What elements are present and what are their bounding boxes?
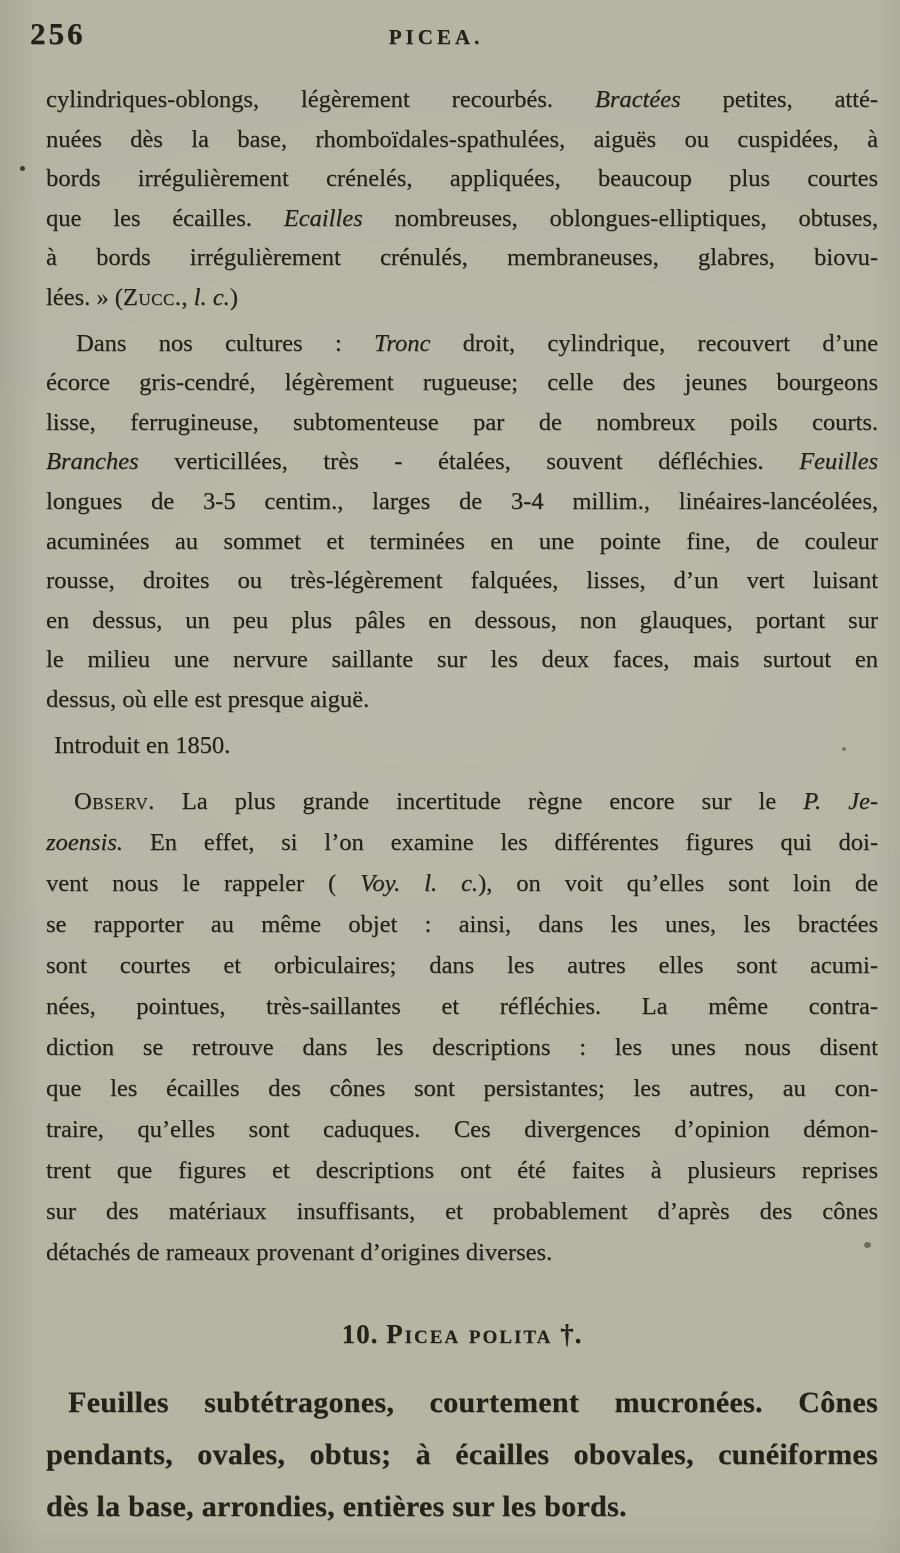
text-run: ), on voit qu’elles sont loin de	[478, 870, 878, 898]
text-line	[46, 561, 878, 601]
page-number: 256	[30, 16, 86, 51]
text-run: cylindriques-oblongs, légèrement recourbés.	[46, 86, 595, 113]
text-line	[46, 442, 878, 482]
text-run: lées. » (	[46, 283, 123, 311]
text-line	[46, 822, 878, 863]
text-line	[46, 1429, 878, 1481]
text-run: La plus grande incertitude règne encore sur le	[154, 788, 804, 816]
text-run: sur des matériaux insuffisants, et probablement d’après des cônes	[46, 1198, 878, 1226]
text-run: †.	[552, 1319, 583, 1350]
text-line	[46, 945, 878, 986]
text-run: en dessus, un peu plus pâles en dessous, non glauques, portant sur	[46, 606, 878, 634]
text-line	[46, 1377, 878, 1429]
text-line	[46, 482, 878, 522]
text-run: 10.	[341, 1319, 387, 1350]
text-line	[46, 1027, 878, 1068]
text-run: que les écailles des cônes sont persistantes; les autres, au con-	[46, 1075, 878, 1103]
italic-text: Feuilles	[799, 448, 878, 476]
text-line	[46, 1232, 878, 1273]
text-run: Dans nos cultures :	[76, 329, 375, 357]
text-line	[46, 278, 878, 318]
italic-text: Bractées	[594, 86, 681, 113]
text-run: dès la base, arrondies, entières sur les bords.	[46, 1489, 627, 1523]
text-line	[46, 904, 878, 945]
text-run: à bords irrégulièrement crénulés, membraneuses, glabres, biovu-	[46, 244, 878, 272]
italic-text: l. c.	[193, 283, 230, 311]
text-run: trent que figures et descriptions ont été faites à plusieurs reprises	[46, 1157, 878, 1185]
text-run: )	[229, 283, 238, 311]
text-block	[46, 80, 878, 1533]
text-run: diction se retrouve dans les descriptions : les unes nous disent	[46, 1034, 878, 1062]
text-run: le milieu une nervure saillante sur les deux faces, mais surtout en	[46, 646, 878, 674]
paragraph-diagnosis	[46, 1377, 878, 1533]
text-line	[46, 522, 878, 562]
page-header	[30, 16, 878, 58]
text-run: détachés de rameaux provenant d’origines diverses.	[46, 1239, 553, 1267]
paragraph-introduit	[46, 726, 878, 766]
paragraph-cultures	[46, 324, 878, 720]
italic-text: zoensis.	[46, 829, 123, 857]
text-line	[46, 781, 878, 822]
text-line	[46, 1481, 878, 1533]
italic-text: Branches	[46, 448, 139, 476]
text-run: nées, pointues, très-saillantes et réfléchies. La même contra-	[46, 993, 878, 1021]
text-run: verticillées, très - étalées, souvent défléchies.	[138, 448, 800, 476]
smallcaps-text: Zucc.	[122, 283, 182, 311]
text-line	[46, 324, 878, 364]
text-line	[46, 363, 878, 403]
text-run: En effet, si l’on examine les différentes figures qui doi-	[122, 829, 878, 857]
text-run: nuées dès la base, rhomboïdales-spathulées, aiguës ou cuspidées, à	[46, 125, 878, 153]
text-line	[46, 120, 878, 160]
text-line	[46, 863, 878, 904]
text-run: que les écailles.	[46, 204, 284, 232]
text-run: pendants, ovales, obtus; à écailles obovales, cunéiformes	[46, 1437, 878, 1471]
text-run: vent nous le rappeler (	[46, 870, 361, 898]
text-line	[46, 680, 878, 720]
text-line	[46, 1315, 878, 1355]
species-heading	[46, 1315, 878, 1355]
running-header: PICEA.	[388, 25, 484, 49]
text-run: acuminées au sommet et terminées en une pointe fine, de couleur	[46, 527, 878, 555]
text-line	[46, 159, 878, 199]
paragraph-description-continuation	[46, 80, 878, 318]
paragraph-observation	[46, 781, 878, 1273]
italic-text: Ecailles	[283, 204, 363, 232]
text-line	[46, 1150, 878, 1191]
text-run: rousse, droites ou très-légèrement falquées, lisses, d’un vert luisant	[46, 567, 878, 595]
text-line	[46, 199, 878, 239]
text-line	[46, 986, 878, 1027]
text-line	[46, 640, 878, 680]
smallcaps-text: Picea polita	[386, 1319, 553, 1350]
text-line	[46, 601, 878, 641]
text-line	[46, 1109, 878, 1150]
text-line	[46, 403, 878, 443]
text-run: longues de 3-5 centim., larges de 3-4 millim., linéaires-lancéolées,	[46, 487, 878, 515]
text-run: dessus, où elle est presque aiguë.	[46, 685, 370, 713]
text-line	[46, 1068, 878, 1109]
text-run: Feuilles subtétragones, courtement mucronées. Cônes	[68, 1385, 878, 1419]
text-run: bords irrégulièrement crénelés, appliquées, beaucoup plus courtes	[46, 165, 878, 193]
text-line	[46, 238, 878, 278]
text-run: droit, cylindrique, recouvert d’une	[430, 329, 878, 357]
smallcaps-text: Observ.	[74, 788, 155, 816]
italic-text: Tronc	[374, 329, 431, 357]
italic-text: P. Je-	[803, 788, 878, 816]
text-run: se rapporter au même objet : ainsi, dans les unes, les bractées	[46, 911, 878, 939]
scan-speck	[842, 747, 846, 751]
text-run: ,	[181, 283, 194, 311]
italic-text: Voy. l. c.	[360, 870, 478, 898]
text-line	[46, 1191, 878, 1232]
scan-speck	[864, 1242, 871, 1248]
text-run: sont courtes et orbiculaires; dans les autres elles sont acumi-	[46, 952, 878, 980]
text-run: nombreuses, oblongues-elliptiques, obtuses,	[362, 204, 878, 232]
text-run: traire, qu’elles sont caduques. Ces divergences d’opinion démon-	[46, 1116, 878, 1144]
text-run: écorce gris-cendré, légèrement rugueuse; celle des jeunes bourgeons	[46, 369, 878, 397]
scan-speck	[20, 166, 25, 171]
text-line	[46, 726, 878, 766]
text-line	[46, 80, 878, 120]
text-run: Introduit en 1850.	[54, 731, 231, 759]
text-run: lisse, ferrugineuse, subtomenteuse par de nombreux poils courts.	[46, 408, 878, 436]
text-run: petites, atté-	[680, 86, 878, 113]
